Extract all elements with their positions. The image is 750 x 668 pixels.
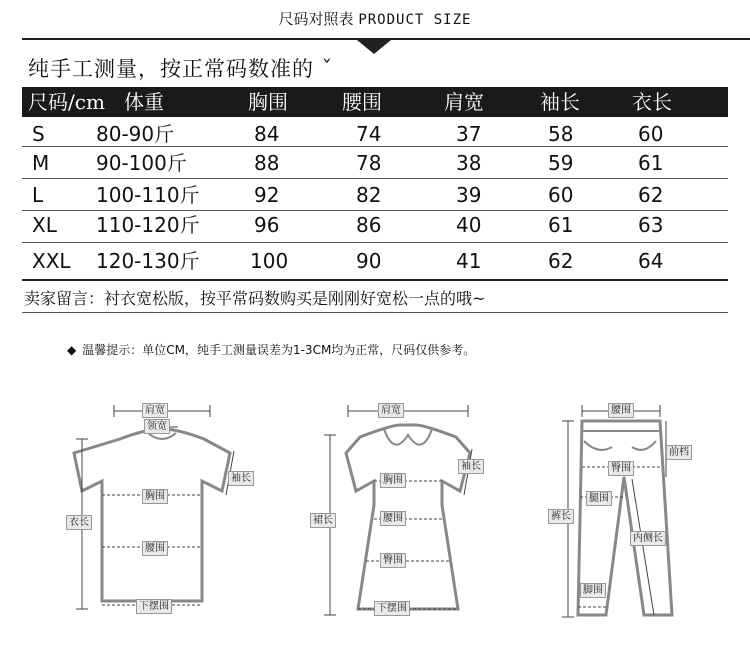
- label-waist: 腰围: [608, 403, 634, 418]
- table-row: [22, 146, 728, 180]
- cell-shoulder: 37: [456, 122, 482, 146]
- table-row: [22, 178, 728, 212]
- label-waist: 腰围: [380, 511, 406, 526]
- cell-length: 62: [638, 183, 664, 207]
- label-skirt-length: 裙长: [310, 513, 336, 528]
- col-shoulder: 肩宽: [444, 90, 484, 114]
- tshirt-diagram: [62, 395, 262, 625]
- col-length: 衣长: [632, 90, 672, 114]
- cell-shoulder: 38: [456, 151, 482, 175]
- pants-outline-icon: [548, 395, 728, 625]
- label-sleeve: 袖长: [458, 459, 484, 474]
- cell-chest: 84: [254, 122, 280, 146]
- label-thigh: 腿围: [586, 491, 612, 506]
- label-shoulder: 肩宽: [378, 403, 404, 418]
- label-inseam: 内侧长: [630, 531, 666, 546]
- label-length: 衣长: [66, 515, 92, 530]
- cell-sleeve: 58: [548, 122, 574, 146]
- cell-shoulder: 39: [456, 183, 482, 207]
- seller-note: 卖家留言：衬衣宽松版，按平常码数购买是刚刚好宽松一点的哦~: [24, 289, 486, 308]
- cell-length: 63: [638, 213, 664, 237]
- cell-shoulder: 41: [456, 249, 482, 273]
- title-cn: 尺码对照表: [278, 10, 354, 28]
- col-sleeve: 袖长: [540, 90, 580, 114]
- note-divider: [22, 312, 728, 313]
- cell-shoulder: 40: [456, 213, 482, 237]
- cell-chest: 92: [254, 183, 280, 207]
- cell-chest: 96: [254, 213, 280, 237]
- cell-sleeve: 59: [548, 151, 574, 175]
- divider-notch-icon: [357, 40, 391, 54]
- cell-length: 60: [638, 122, 664, 146]
- label-waist: 腰围: [142, 541, 168, 556]
- label-hip: 臀围: [608, 461, 634, 476]
- dress-diagram: [308, 395, 508, 625]
- label-shoulder: 肩宽: [142, 403, 168, 418]
- cell-weight: 120-130斤: [96, 249, 200, 273]
- label-chest: 胸围: [380, 473, 406, 488]
- table-bottom-rule: [22, 279, 728, 281]
- cell-size: S: [32, 122, 45, 146]
- pants-diagram: [548, 395, 728, 625]
- label-front-rise: 前档: [666, 445, 692, 460]
- title-en: PRODUCT SIZE: [358, 12, 472, 28]
- measure-subtitle: 纯手工测量，按正常码数准的 ˇ: [28, 57, 334, 81]
- tip-line: [67, 341, 475, 358]
- cell-weight: 90-100斤: [96, 151, 187, 175]
- cell-size: XXL: [32, 249, 71, 273]
- cell-waist: 90: [356, 249, 382, 273]
- label-hem: 下摆围: [136, 599, 172, 614]
- label-chest: 胸围: [142, 489, 168, 504]
- label-pants-length: 裤长: [548, 509, 574, 524]
- diamond-bullet-icon: ◆: [67, 343, 77, 357]
- cell-weight: 110-120斤: [96, 213, 200, 237]
- cell-weight: 100-110斤: [96, 183, 200, 207]
- cell-sleeve: 60: [548, 183, 574, 207]
- cell-weight: 80-90斤: [96, 122, 175, 146]
- cell-size: M: [32, 151, 50, 175]
- cell-sleeve: 62: [548, 249, 574, 273]
- cell-chest: 88: [254, 151, 280, 175]
- col-waist: 腰围: [342, 90, 382, 114]
- label-collar: 领宽: [144, 419, 170, 434]
- col-chest: 胸围: [248, 90, 288, 114]
- dress-outline-icon: [308, 395, 508, 625]
- page-title: [0, 8, 750, 29]
- cell-waist: 86: [356, 213, 382, 237]
- col-size: 尺码/cm: [28, 90, 105, 114]
- tip-text: 温馨提示：单位CM，纯手工测量误差为1-3CM均为正常，尺码仅供参考。: [82, 343, 476, 357]
- cell-waist: 74: [356, 122, 382, 146]
- cell-sleeve: 61: [548, 213, 574, 237]
- cell-size: L: [32, 183, 44, 207]
- cell-waist: 82: [356, 183, 382, 207]
- table-row: [22, 208, 728, 242]
- label-hem: 下摆围: [374, 601, 410, 616]
- row-divider: [22, 242, 728, 243]
- cell-chest: 100: [250, 249, 289, 273]
- label-sleeve: 袖长: [228, 471, 254, 486]
- col-weight: 体重: [124, 90, 164, 114]
- cell-length: 64: [638, 249, 664, 273]
- cell-length: 61: [638, 151, 664, 175]
- cell-waist: 78: [356, 151, 382, 175]
- label-ankle: 脚围: [580, 583, 606, 598]
- cell-size: XL: [32, 213, 57, 237]
- label-hip: 臀围: [380, 553, 406, 568]
- table-header: [22, 87, 728, 117]
- table-row: [22, 244, 728, 278]
